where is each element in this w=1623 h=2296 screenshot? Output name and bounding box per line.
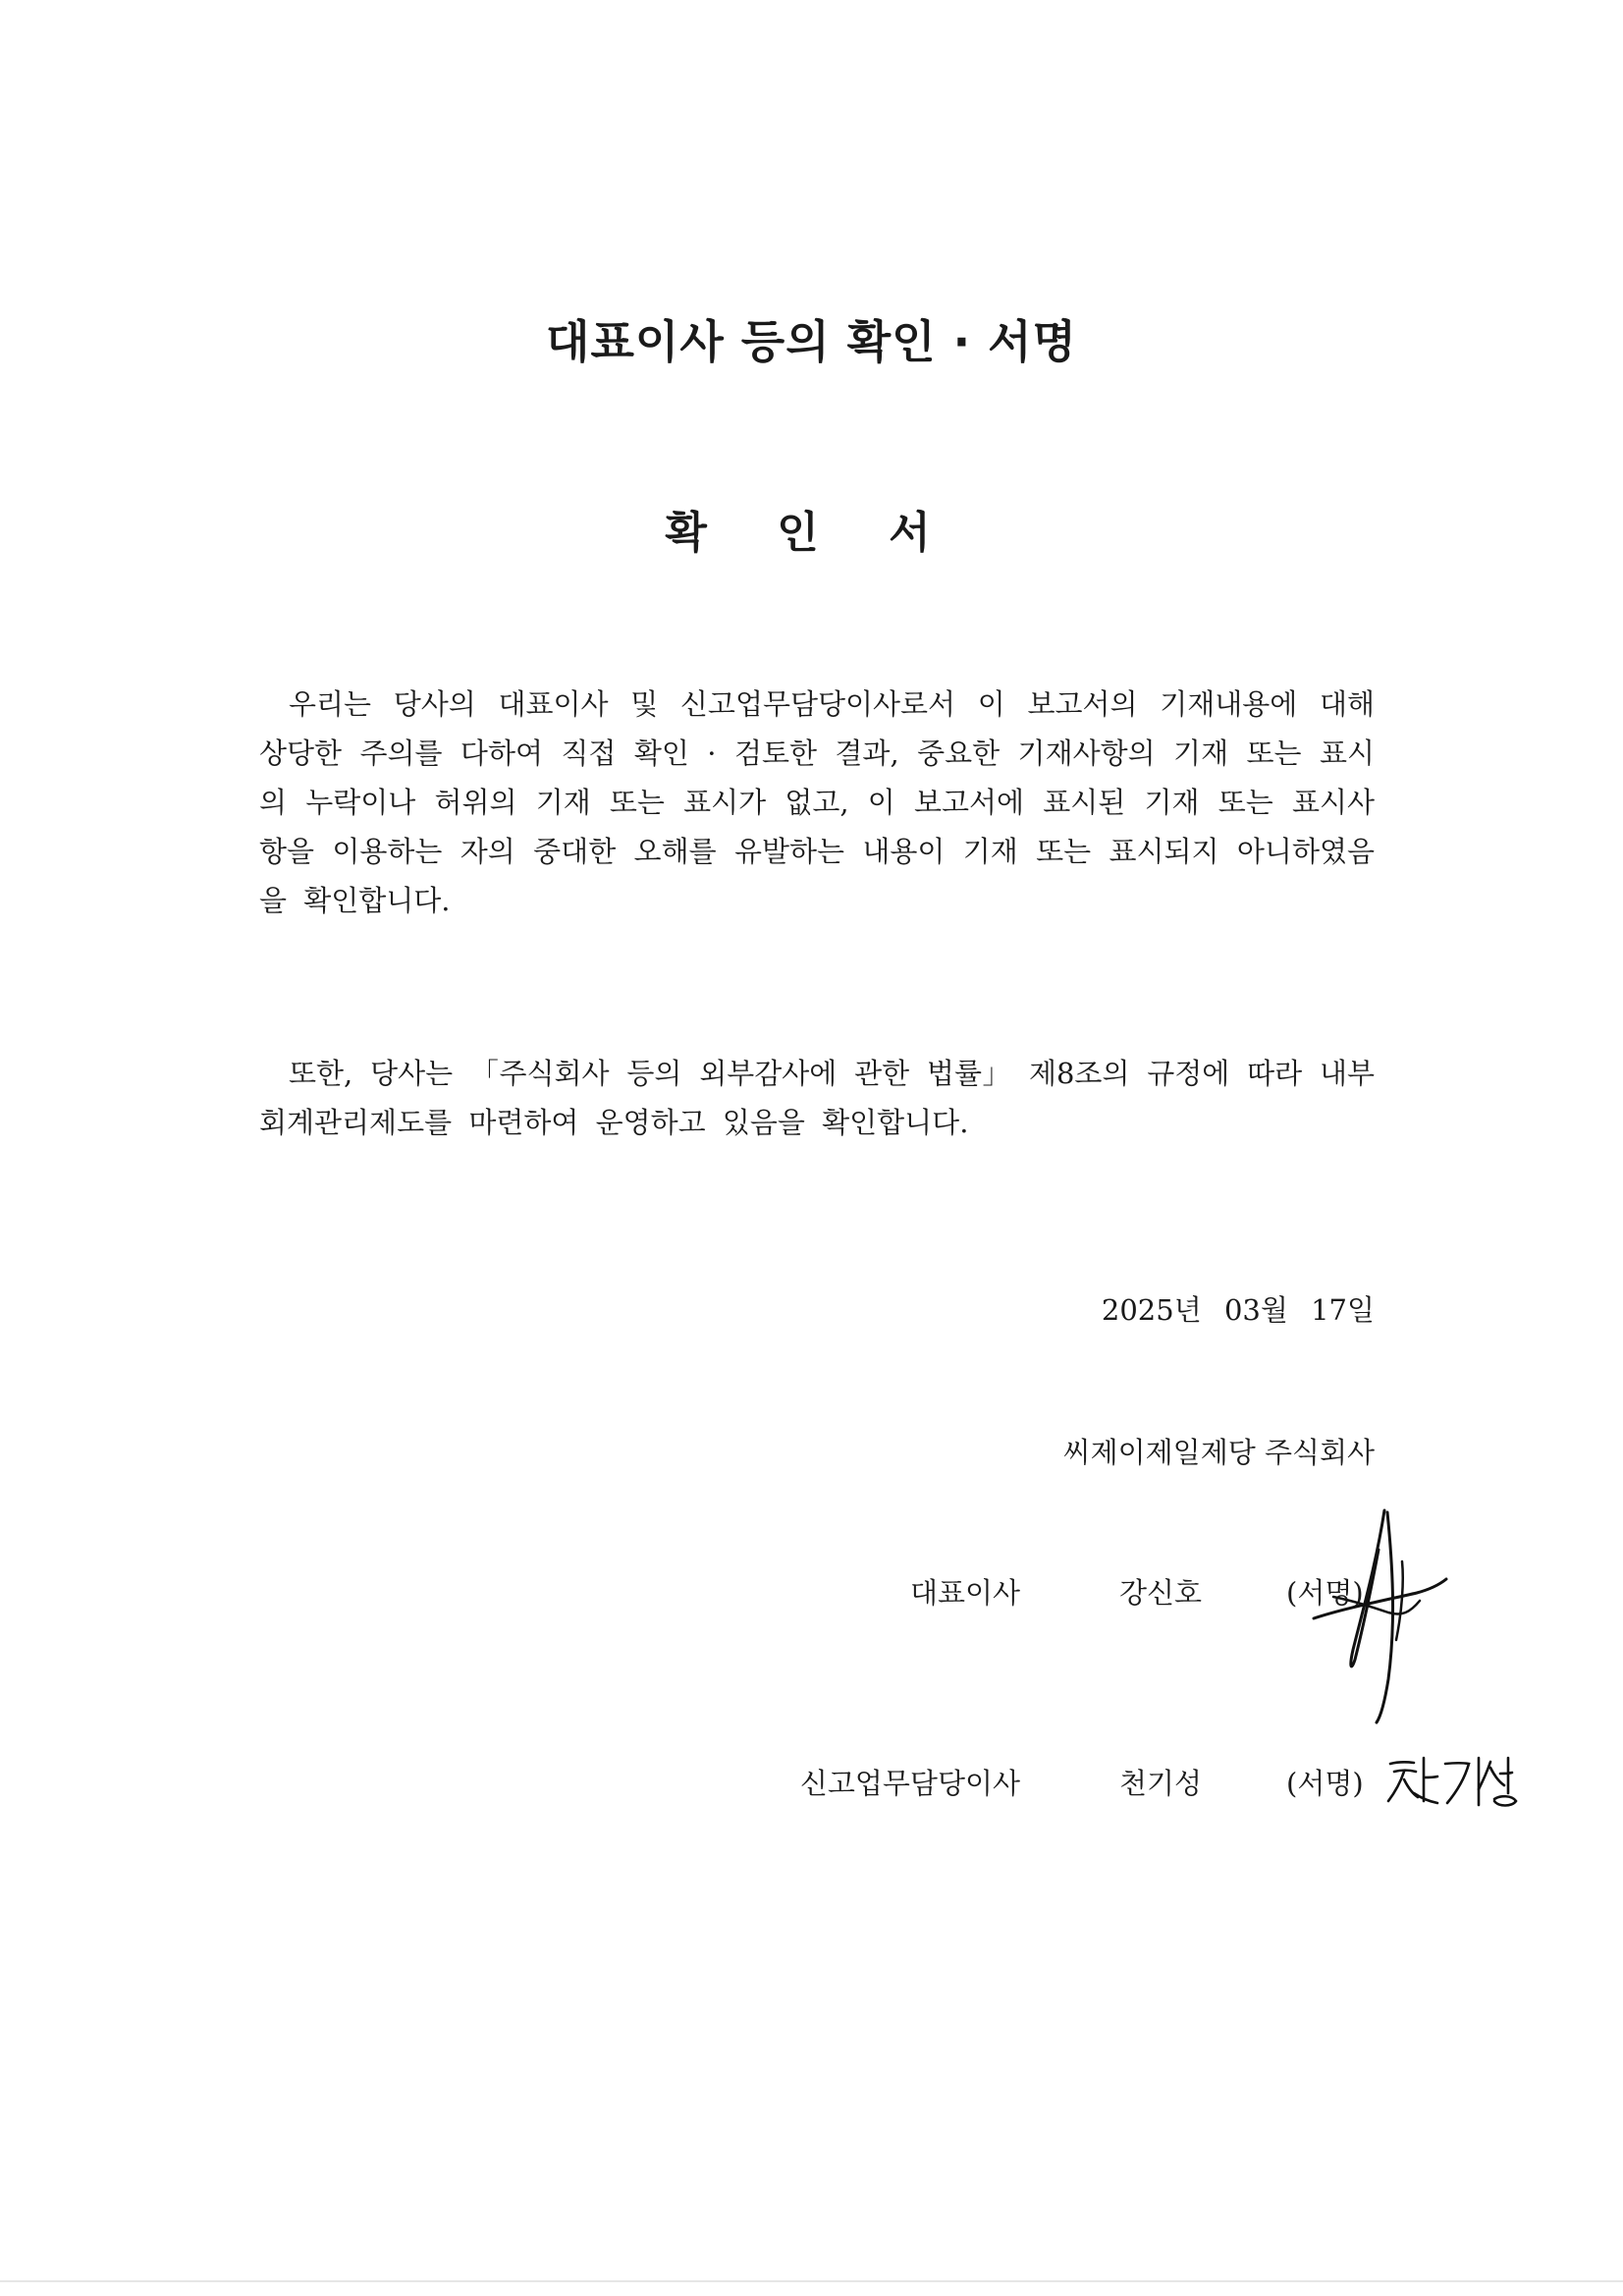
signature-mark-label: (서명) [1286,1767,1364,1800]
signatory-name: 천기성 [1119,1767,1203,1800]
page-bottom-edge [0,2280,1623,2282]
document-title: 대표이사 등의 확인 · 서명 [546,315,1077,368]
confirmation-paragraph: 우리는 당사의 대표이사 및 신고업무담당이사로서 이 보고서의 기재내용에 대해 상당한 주의를 다하여 직접 확인 · 검토한 결과, 중요한 기재사항의 기재 또는 표시의 누락이나 허위의 기재 또는 표시가 없고, 이 보고서에 표시된 기재 또는 표시사항을 이용하는 자의 중대한 오해를 유발하는 내용이 기재 또는 표시되지 아니하였음을 확인합니다. [259,687,1375,917]
signatory-row-reporting-director [0,1762,1623,1811]
internal-control-paragraph: 또한, 당사는 「주식회사 등의 외부감사에 관한 법률」 제8조의 규정에 따라 내부회계관리제도를 마련하여 운영하고 있음을 확인합니다. [259,1057,1375,1139]
document-date: 2025년 03월 17일 [1101,1293,1375,1327]
handwritten-signature-reporting-director [1384,1750,1522,1809]
handwritten-signature-ceo [1294,1503,1451,1728]
company-name: 씨제이제일제당 주식회사 [1062,1436,1375,1469]
document-subtitle: 확 인 서 [665,508,958,558]
signatory-name: 강신호 [1119,1576,1203,1610]
signatory-role: 대표이사 [909,1576,1020,1610]
signatory-role: 신고업무담당이사 [799,1767,1020,1800]
signature-mark-label: (서명) [1286,1576,1364,1610]
